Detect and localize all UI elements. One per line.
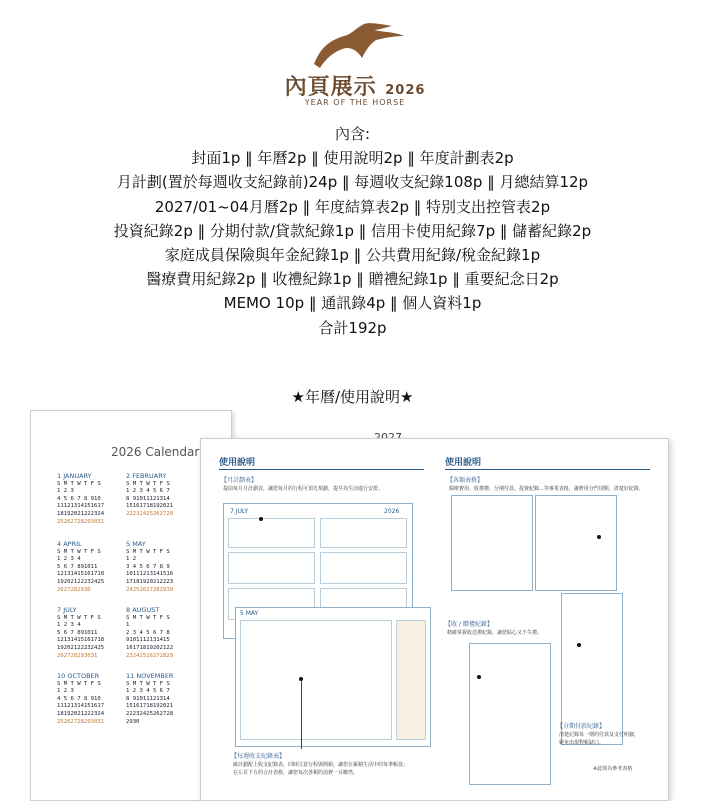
mini-month: 8 AUGUST S M T W T F S 1 2 3 4 5 6 7 8 9101112131415 16171819202122 23242526272829 — [126, 606, 174, 659]
footer-note: ※此則為參考表格 — [593, 766, 633, 772]
mini-month: 1 JANUARY S M T W T F S 1 2 3 4 5 6 7 8 910 11121314151617 18192021222324 25262728293031 — [57, 472, 105, 525]
contents-line: MEMO 10p ‖ 通訊錄4p ‖ 個人資料1p — [223, 294, 482, 313]
mini-month: 11 NOVEMBER S M T W T F S 1 2 3 4 5 6 7 8 91011121314 15161718192021 22232425262728 2930 — [126, 672, 174, 725]
preview-month-may: 5 MAY — [240, 610, 259, 617]
mini-month: 7 JULY S M T W T F S 1 2 3 4 5 6 7 891011 12131415161718 19202122232425 262728293031 — [57, 606, 105, 659]
right-title-rule — [445, 469, 650, 470]
monthly-plan-note: 提前每月月計劃表，讓您每月的行程可預先規劃，提早為生活進行安排。 — [223, 486, 384, 492]
contents-line: 投資紀錄2p ‖ 分期付款/貸款紀錄1p ‖ 信用卡使用紀錄7p ‖ 儲蓄紀錄2p — [113, 221, 592, 240]
contents-line: 封面1p ‖ 年曆2p ‖ 使用說明2p ‖ 年度計劃表2p — [191, 149, 514, 168]
right-page-title: 使用說明 — [445, 458, 482, 468]
callout-dot — [299, 677, 303, 681]
logo-block — [0, 18, 705, 108]
installment-note-2: 避免出現對帳缺口。 — [559, 740, 605, 746]
monthly-plan-tag: 【月計劃表】 — [221, 477, 258, 484]
logo-subtitle: YEAR OF THE HORSE — [304, 98, 406, 107]
callout-dot — [477, 675, 481, 679]
contents-line: 合計192p — [318, 318, 387, 337]
gift-record-note: 精確掌握收送禮紀錄，讓您貼心又不失禮。 — [447, 630, 543, 636]
left-page-title: 使用說明 — [219, 458, 256, 468]
contents-list — [0, 122, 705, 340]
mini-month: 5 MAY S M T W T F S 1 2 3 4 5 6 7 8 9 10111213141516 17181920212223 24252627282930 — [126, 540, 174, 593]
category-table-preview — [451, 495, 533, 591]
preview-year: 2026 — [384, 508, 400, 515]
callout-line — [301, 679, 302, 749]
callout-dot — [259, 517, 263, 521]
callout-dot — [577, 643, 581, 647]
horse-icon — [300, 18, 410, 70]
left-title-rule — [219, 469, 424, 470]
weekly-record-note-1: 確計劃配上收支紀錄表，同時注意行程與開銷，讓您在累積生活中的每筆帳款； — [233, 762, 409, 768]
logo-title: 內頁展示 2026 — [284, 75, 426, 100]
mini-month: 2 FEBRUARY S M T W T F S 1 2 3 4 5 6 7 8 91011121314 15161718192021 22232425262728 — [126, 472, 174, 517]
contents-heading: 內含: — [334, 125, 371, 143]
gift-record-tag: 【收 / 贈禮紀錄】 — [445, 621, 493, 628]
calendar-title: 2026 Calendar — [111, 445, 200, 459]
gift-record-preview — [469, 643, 551, 785]
preview-month-july: 7 JULY — [230, 508, 249, 515]
guide-sheet — [200, 438, 669, 801]
mini-month: 10 OCTOBER S M T W T F S 1 2 3 4 5 6 7 8 910 11121314151617 18192021222324 25262728293031 — [57, 672, 105, 725]
contents-line: 2027/01~04月曆2p ‖ 年度結算表2p ‖ 特別支出控管表2p — [154, 197, 551, 216]
contents-line: 月計劃(置於每週收支紀錄前)24p ‖ 每週收支紀錄108p ‖ 月總結算12p — [116, 173, 589, 192]
callout-dot — [597, 535, 601, 539]
installment-note-1: 清楚記錄每一期的付款及支付明細， — [559, 732, 640, 738]
categories-note: 醫療費用、收禮禮、分期付款、投資紀錄...等專業表格，讓費用分門別類，清楚好紀錄。 — [449, 486, 644, 492]
contents-line: 家庭成員保險與年金紀錄1p ‖ 公共費用紀錄/稅金紀錄1p — [164, 246, 541, 265]
weekly-record-tag: 【每週收支紀錄表】 — [231, 753, 286, 760]
weekly-record-preview — [235, 607, 431, 747]
installment-tag: 【分期付款紀錄】 — [557, 723, 606, 730]
mini-month: 4 APRIL S M T W T F S 1 2 3 4 5 6 7 891011 12131415161718 19202122232425 2627282930 — [57, 540, 105, 593]
category-table-preview — [535, 495, 617, 591]
weekly-record-note-2: 在左頁下方的合計表格，讓您每次各類的消費一目瞭然。 — [233, 770, 359, 776]
contents-line: 醫療費用紀錄2p ‖ 收禮紀錄1p ‖ 贈禮紀錄1p ‖ 重要紀念日2p — [146, 270, 559, 289]
categories-tag: 【各類表格】 — [447, 477, 484, 484]
section-title: ★年曆/使用說明★ — [291, 388, 414, 406]
